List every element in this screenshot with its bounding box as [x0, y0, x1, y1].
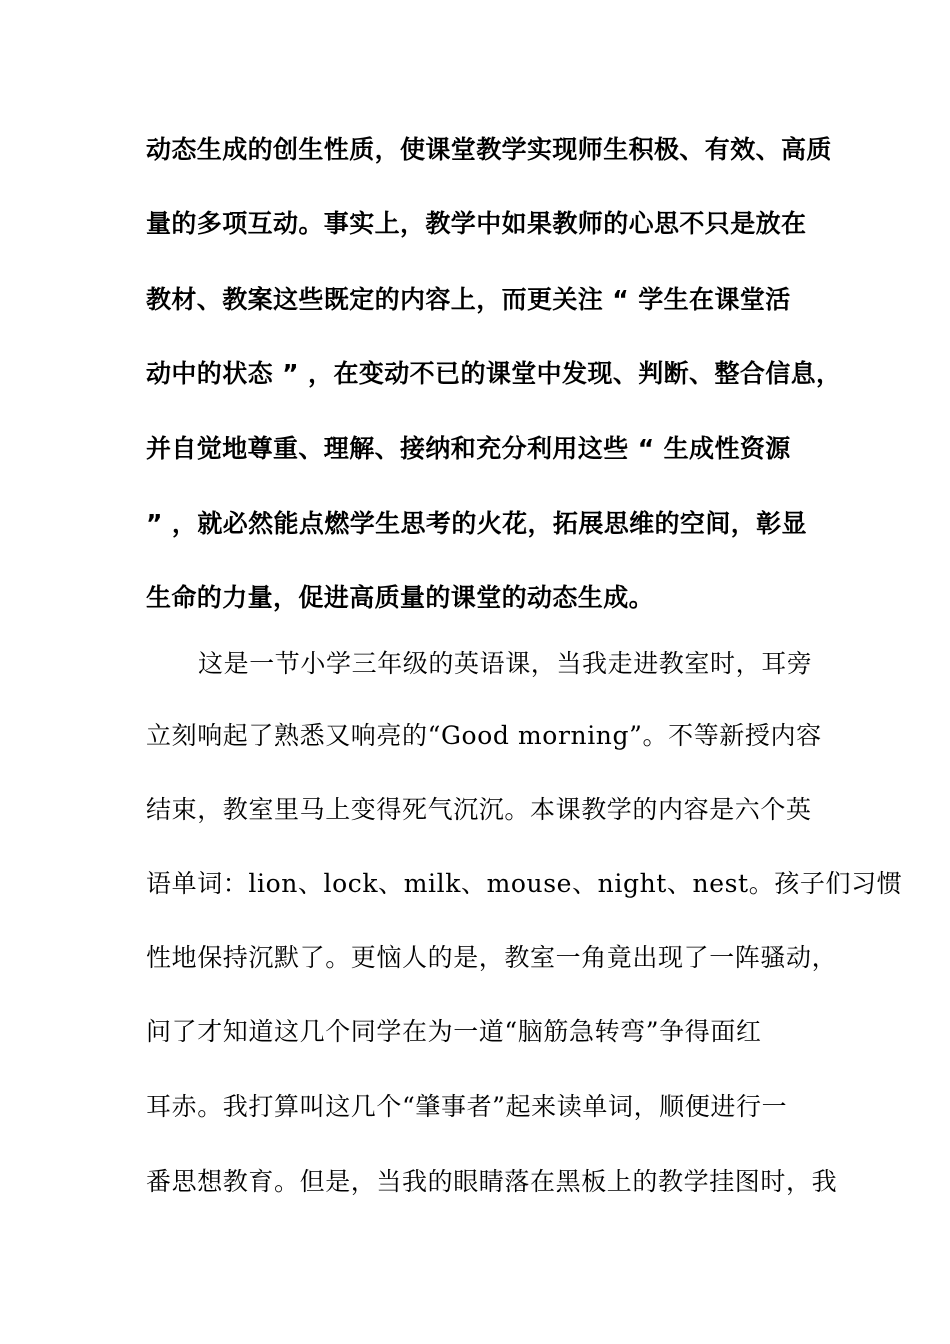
paragraph-2-line-5: 性地保持沉默了。更恼人的是，教室一角竟出现了一阵骚动， — [146, 943, 838, 972]
paragraph-2-line-3: 结束，教室里马上变得死气沉沉。本课教学的内容是六个英 — [146, 795, 812, 824]
paragraph-1-line-7: 生命的力量，促进高质量的课堂的动态生成。 — [146, 583, 655, 612]
paragraph-1-line-5: 并自觉地尊重、理解、接纳和充分利用这些 “ 生成性资源 — [146, 434, 791, 463]
paragraph-2-line-1: 这是一节小学三年级的英语课，当我走进教室时，耳旁 — [198, 649, 813, 678]
paragraph-1-line-6: ” ，就必然能点燃学生思考的火花，拓展思维的空间，彰显 — [146, 509, 807, 538]
paragraph-2-line-7: 耳赤。我打算叫这几个“肇事者”起来读单词，顺便进行一 — [146, 1092, 788, 1121]
paragraph-1-line-2: 量的多项互动。事实上，教学中如果教师的心思不只是放在 — [146, 209, 807, 238]
paragraph-1-line-1: 动态生成的创生性质，使课堂教学实现师生积极、有效、高质 — [146, 135, 832, 164]
paragraph-1-line-3: 教材、教案这些既定的内容上，而更关注 “ 学生在课堂活 — [146, 285, 791, 314]
paragraph-2-line-4: 语单词：lion、lock、milk、mouse、night、nest。孩子们习惯 — [146, 869, 903, 898]
paragraph-2-line-8: 番思想教育。但是，当我的眼睛落在黑板上的教学挂图时，我 — [146, 1167, 838, 1196]
paragraph-2-line-6: 问了才知道这几个同学在为一道“脑筋急转弯”争得面红 — [146, 1017, 762, 1046]
paragraph-2-line-2: 立刻响起了熟悉又响亮的“Good morning”。不等新授内容 — [146, 721, 822, 750]
paragraph-1-line-4: 动中的状态 ” ，在变动不已的课堂中发现、判断、整合信息， — [146, 359, 842, 388]
